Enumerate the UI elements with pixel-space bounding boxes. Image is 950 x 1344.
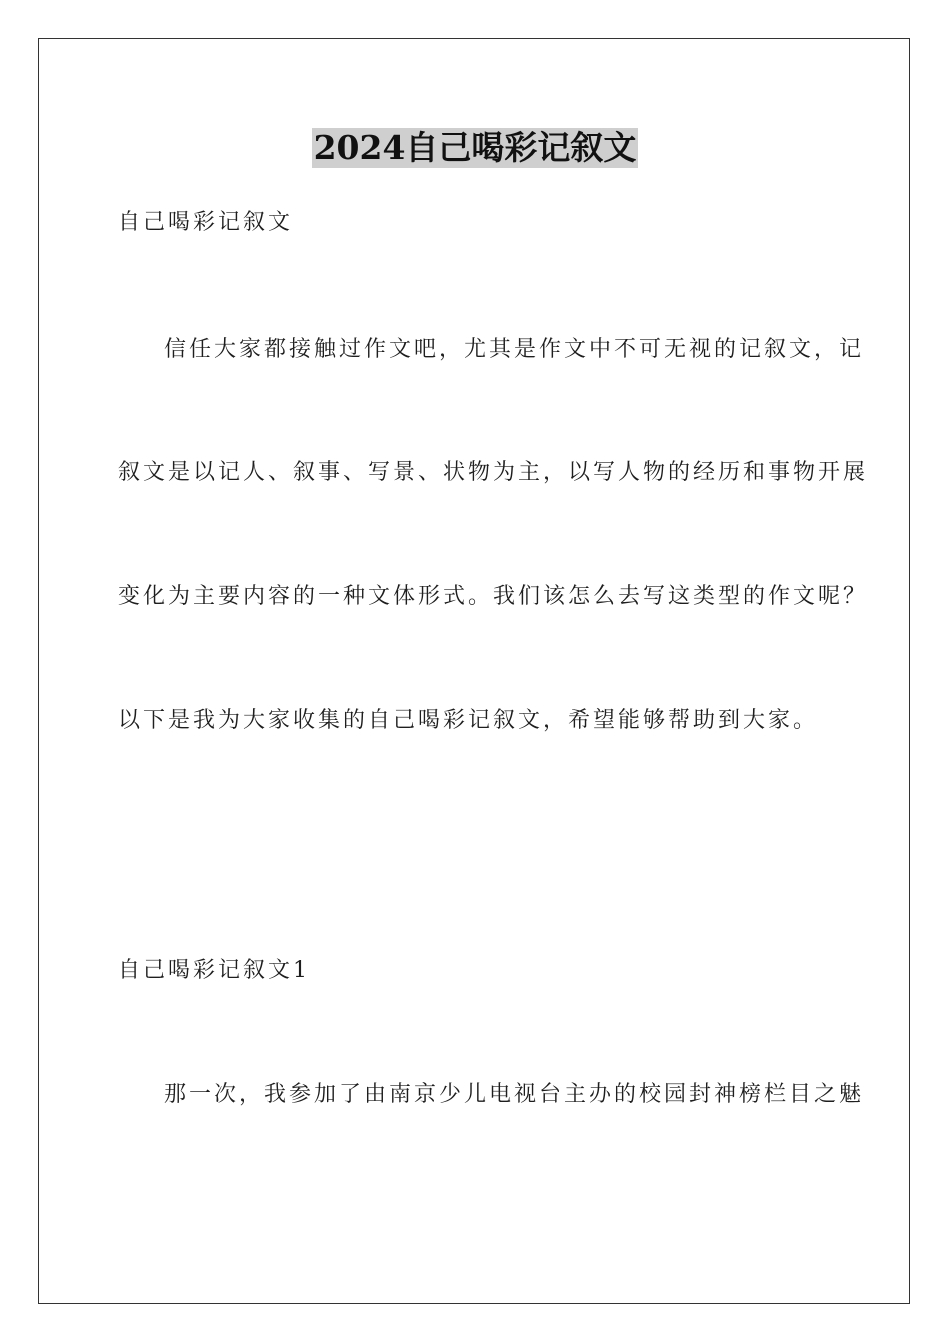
title-container [0, 128, 950, 168]
paragraph-line: 那一次，我参加了由南京少儿电视台主办的校园封神榜栏目之魅 [164, 1082, 865, 1107]
document-subtitle: 自己喝彩记叙文 [118, 210, 294, 235]
paragraph-line: 以下是我为大家收集的自己喝彩记叙文，希望能够帮助到大家。 [118, 708, 819, 733]
paragraph-line: 叙文是以记人、叙事、写景、状物为主，以写人物的经历和事物开展 [118, 460, 869, 485]
paragraph-line: 信任大家都接触过作文吧，尤其是作文中不可无视的记叙文，记 [164, 337, 865, 362]
section-heading: 自己喝彩记叙文1 [118, 958, 310, 983]
paragraph-line: 变化为主要内容的一种文体形式。我们该怎么去写这类型的作文呢？ [118, 584, 869, 609]
document-title: 2024自己喝彩记叙文 [313, 128, 637, 167]
